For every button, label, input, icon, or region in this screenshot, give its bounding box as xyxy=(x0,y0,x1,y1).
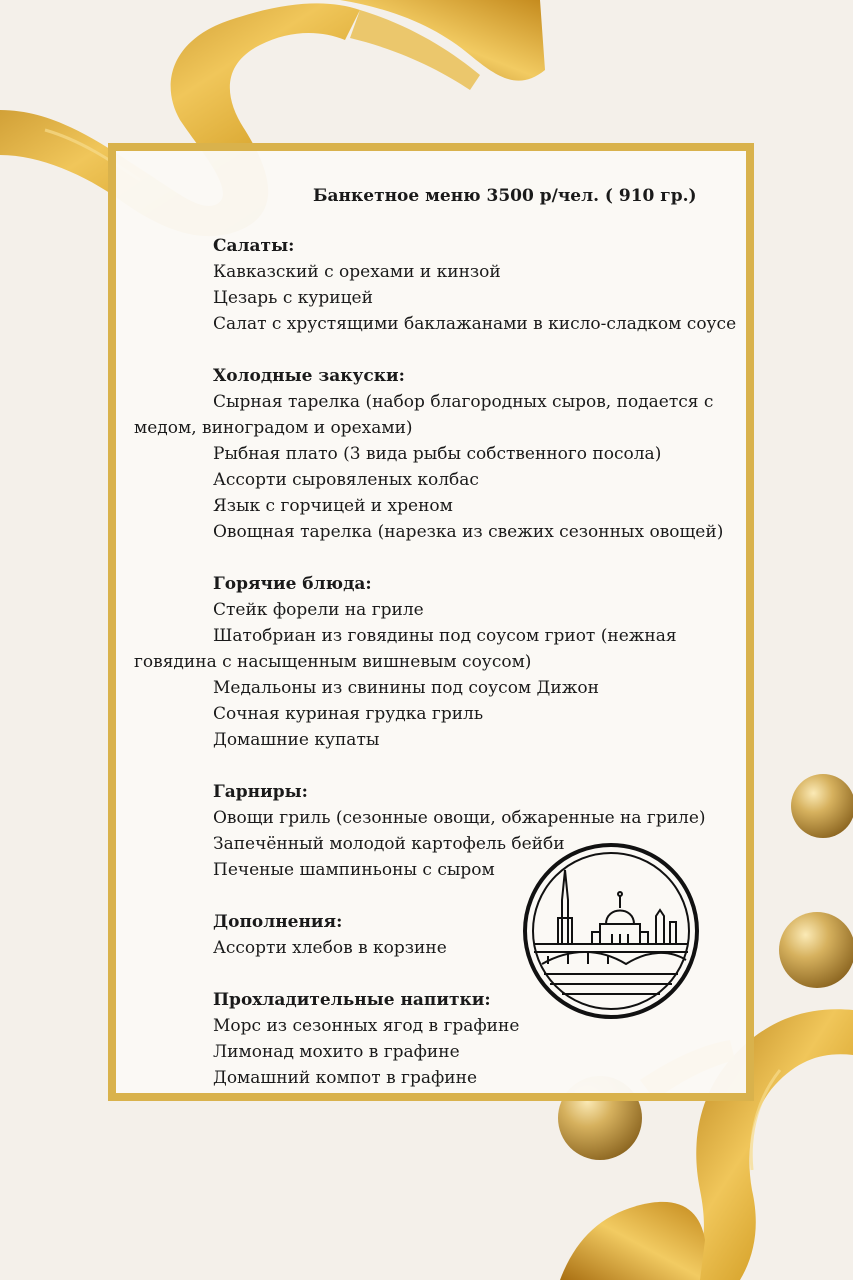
menu-item: Язык с горчицей и хреном xyxy=(213,496,453,516)
menu-item: Запечённый молодой картофель бейби xyxy=(213,834,565,854)
menu-item: Цезарь с курицей xyxy=(213,288,373,308)
menu-item: Кавказский с орехами и кинзой xyxy=(213,262,501,282)
menu-item: Ассорти сыровяленых колбас xyxy=(213,470,479,490)
menu-item: Овощи гриль (сезонные овощи, обжаренные на гриле) xyxy=(213,808,706,828)
menu-item: Домашний компот в графине xyxy=(213,1068,477,1088)
menu-item: Печеные шампиньоны с сыром xyxy=(213,860,495,880)
city-skyline-emblem-icon xyxy=(520,840,702,1022)
section-hot-dishes xyxy=(134,571,744,753)
gold-bauble-icon xyxy=(791,774,853,838)
menu-item: Домашние купаты xyxy=(213,730,380,750)
menu-item: Сырная тарелка (набор благородных сыров, подается с медом, виноградом и орехами) xyxy=(134,392,714,438)
section-heading: Салаты: xyxy=(213,236,295,256)
menu-item: Салат с хрустящими баклажанами в кисло-сладком соусе xyxy=(213,314,737,334)
section-cold-appetizers xyxy=(134,363,744,545)
section-salads xyxy=(134,233,744,337)
section-heading: Прохладительные напитки: xyxy=(213,990,491,1010)
section-heading: Дополнения: xyxy=(213,912,343,932)
menu-item: Шатобриан из говядины под соусом гриот (нежная говядина с насыщенным вишневым соусом) xyxy=(134,626,677,672)
gold-bauble-icon xyxy=(779,912,853,988)
menu-item: Ассорти хлебов в корзине xyxy=(213,938,447,958)
menu-item: Лимонад мохито в графине xyxy=(213,1042,460,1062)
menu-item: Рыбная плато (3 вида рыбы собственного посола) xyxy=(213,444,662,464)
menu-title: Банкетное меню 3500 р/чел. ( 910 гр.) xyxy=(313,186,697,206)
section-heading: Гарниры: xyxy=(213,782,308,802)
menu-item: Стейк форели на гриле xyxy=(213,600,424,620)
menu-item: Морс из сезонных ягод в графине xyxy=(213,1016,520,1036)
menu-item: Медальоны из свинины под соусом Дижон xyxy=(213,678,599,698)
section-heading: Холодные закуски: xyxy=(213,366,405,386)
section-heading: Горячие блюда: xyxy=(213,574,372,594)
menu-item: Сочная куриная грудка гриль xyxy=(213,704,484,724)
menu-item: Овощная тарелка (нарезка из свежих сезонных овощей) xyxy=(213,522,724,542)
